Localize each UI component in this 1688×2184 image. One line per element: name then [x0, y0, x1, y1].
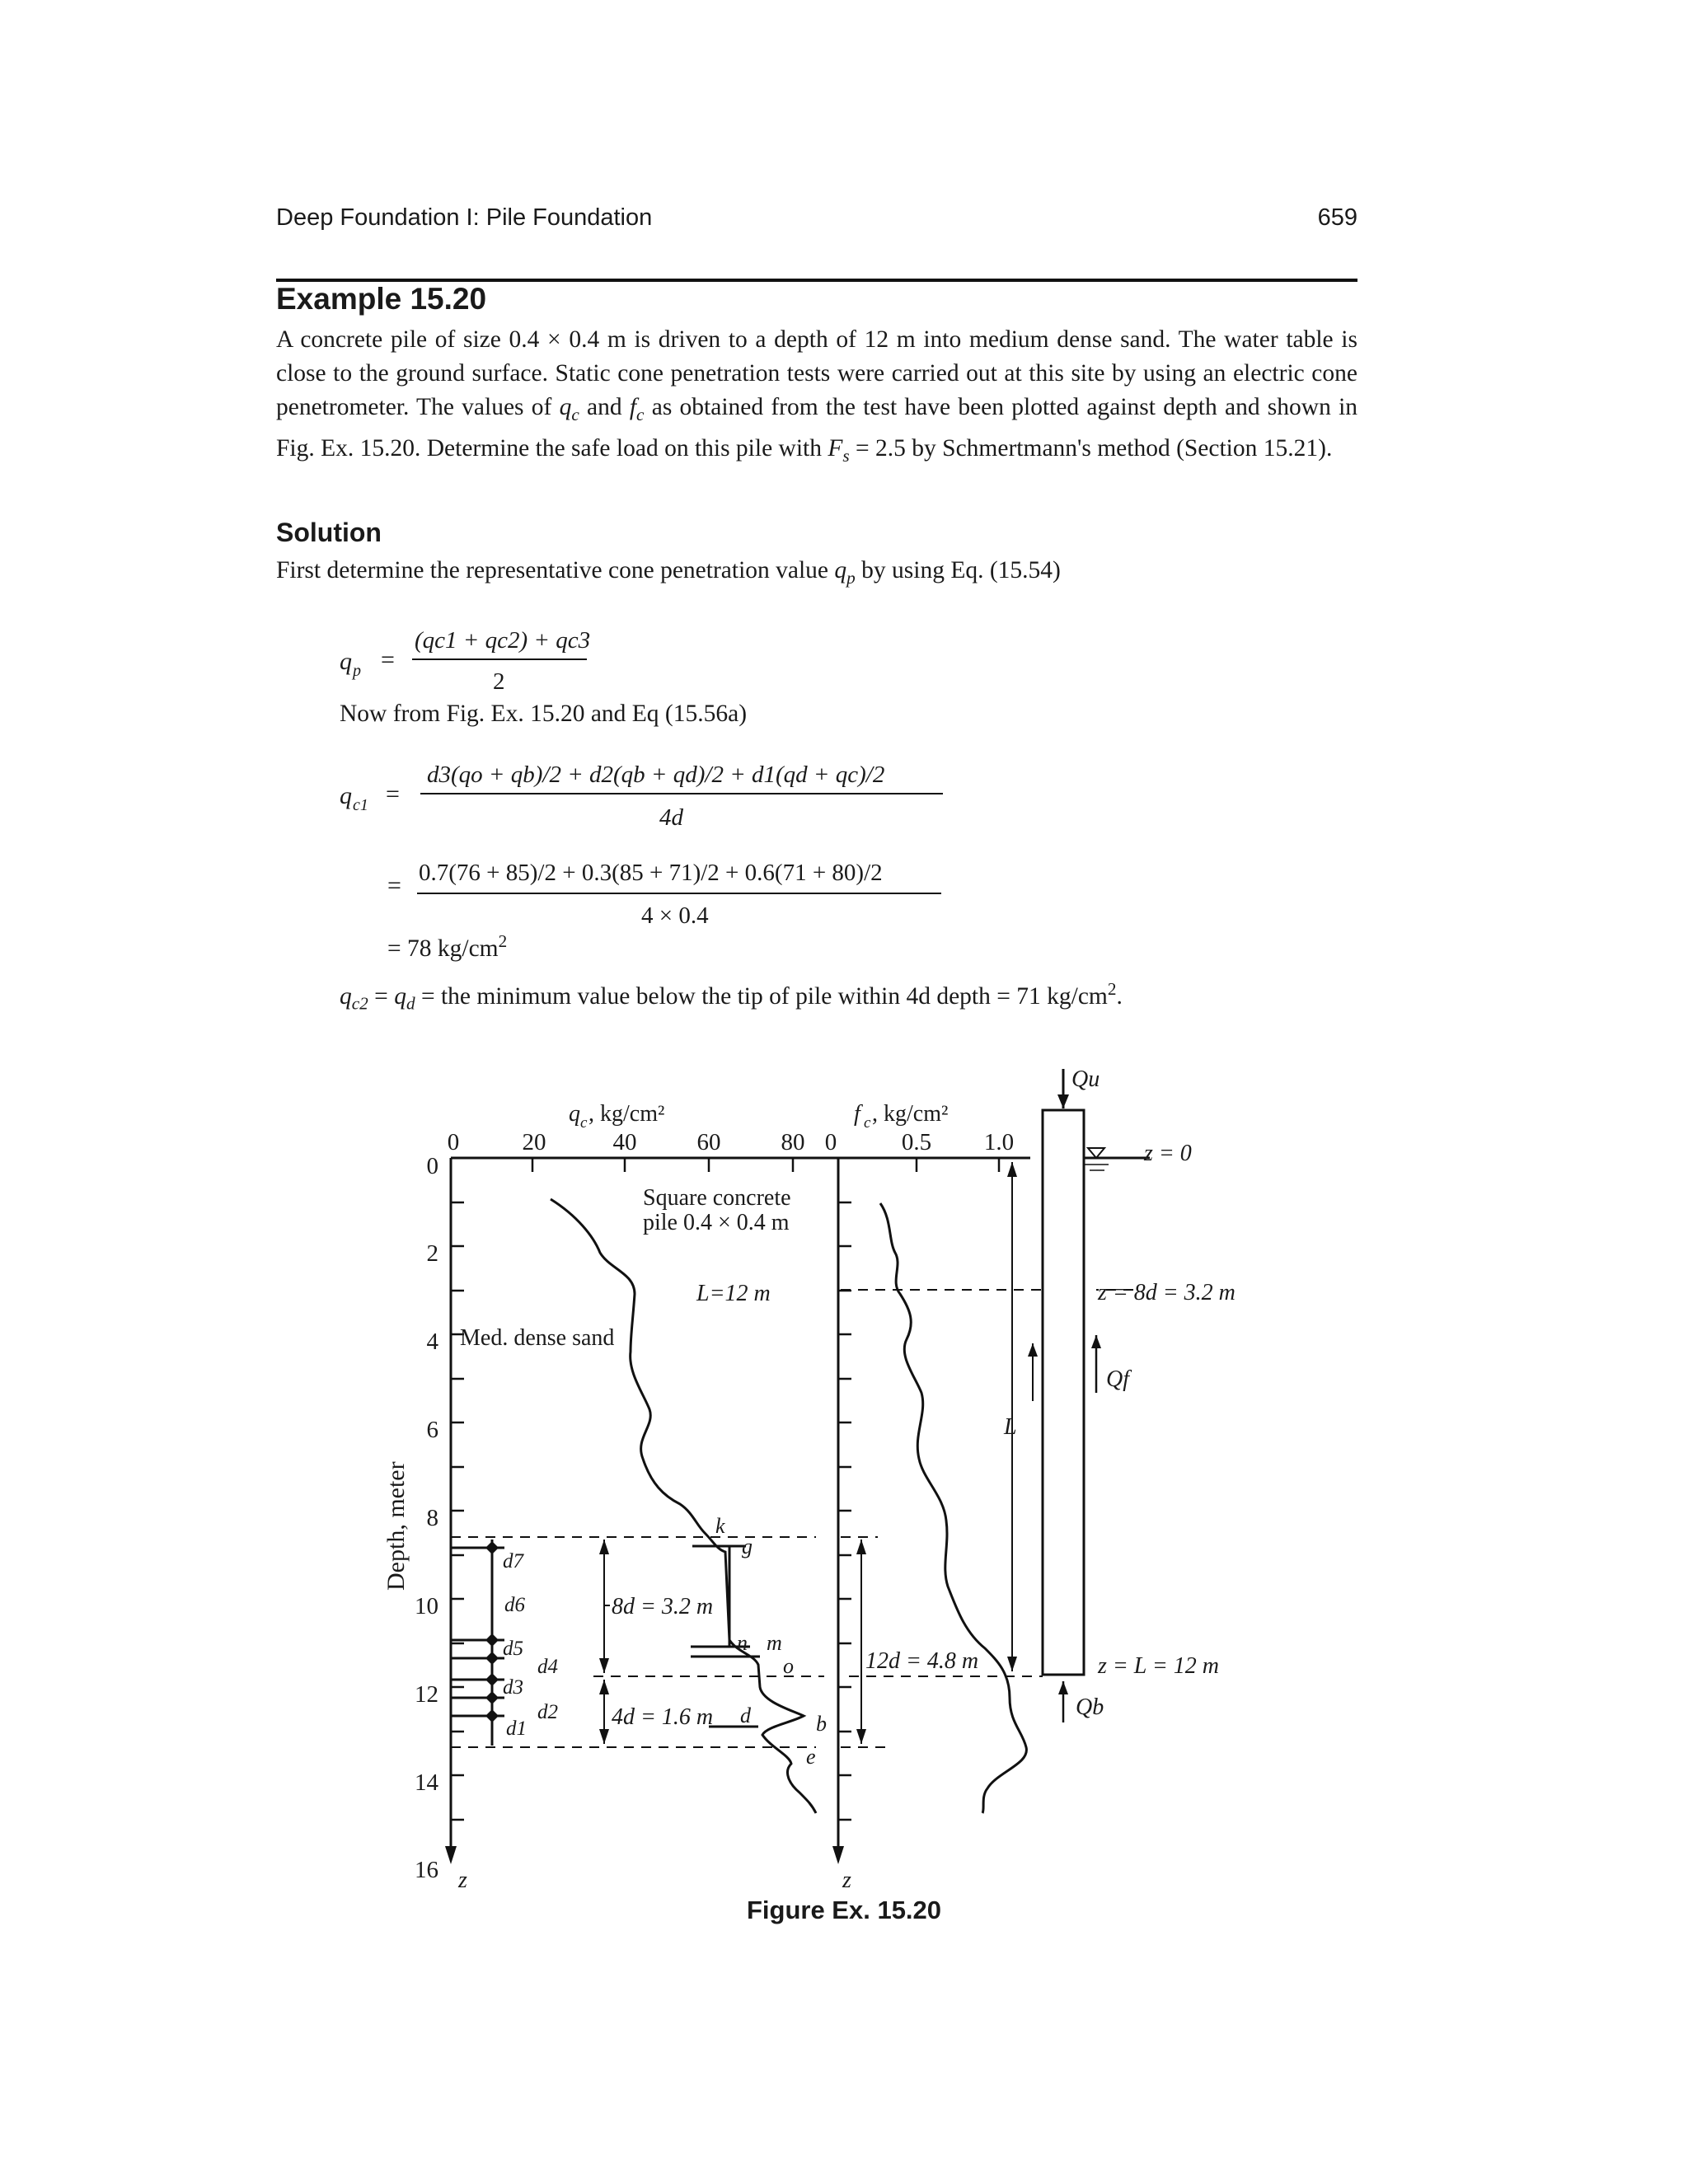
qc2-sub: c2 — [351, 993, 368, 1014]
label-d7: d7 — [503, 1550, 523, 1572]
label-d4: d4 — [537, 1656, 558, 1678]
eq3-denominator: 4 × 0.4 — [641, 902, 709, 929]
depth-tick-12: 12 — [415, 1681, 438, 1708]
label-L: L — [1004, 1414, 1017, 1440]
eq2-lhs: q — [340, 782, 352, 809]
fc-curve — [880, 1203, 1026, 1813]
depth-tick-2: 2 — [426, 1240, 438, 1267]
qc-tick-20: 20 — [522, 1129, 546, 1155]
figure-caption: Figure Ex. 15.20 — [746, 1896, 942, 1924]
qc2-eq: = — [368, 982, 395, 1010]
d-labels — [503, 1550, 558, 1740]
label-Qf: Qf — [1106, 1366, 1129, 1392]
depth-tick-0: 0 — [426, 1153, 438, 1179]
eq1-denominator: 2 — [493, 668, 505, 695]
depth-ticks — [451, 1158, 999, 1820]
problem-text-2: as obtained from the test have been plotted against depth and shown in Fig. Ex. 15.20. Determine the safe load on this pile with — [276, 394, 1358, 462]
qd-sub: d — [406, 993, 415, 1014]
qc-tick-labels — [448, 1129, 805, 1155]
label-d5: d5 — [503, 1638, 523, 1660]
pile — [1043, 1110, 1084, 1675]
svg-text:=: = — [387, 872, 401, 899]
fc-tick-05: 0.5 — [901, 1129, 932, 1155]
pt-o: o — [783, 1654, 794, 1678]
pt-g: g — [742, 1535, 753, 1558]
label-pile-desc-2: pile 0.4 × 0.4 m — [643, 1210, 790, 1235]
label-Qu: Qu — [1071, 1066, 1100, 1092]
pt-n: n — [737, 1631, 748, 1655]
fc-tick-10: 1.0 — [983, 1129, 1015, 1155]
depth-tick-14: 14 — [415, 1769, 438, 1796]
qc-sub: c — [571, 404, 579, 424]
label-d2: d2 — [537, 1701, 558, 1723]
qc2-text: = the minimum value below the tip of pile within 4d depth = 71 kg/cm — [415, 982, 1108, 1010]
intro-text-a: First determine the representative cone penetration value — [276, 557, 835, 583]
label-d3: d3 — [503, 1676, 523, 1699]
depth-tick-8: 8 — [426, 1505, 438, 1531]
solution-title: Solution — [276, 518, 382, 547]
depth-tick-labels — [415, 1153, 439, 1883]
eq2-denominator: 4d — [659, 804, 683, 831]
depth-tick-4: 4 — [426, 1329, 438, 1355]
now-from-text: Now from Fig. Ex. 15.20 and Eq (15.56a) — [340, 701, 748, 727]
fs-symbol: F — [828, 434, 843, 462]
eq1-numerator: (qc1 + qc2) + qc3 — [415, 627, 591, 654]
point-labels — [715, 1514, 827, 1769]
intro-text-b: by using Eq. (15.54) — [855, 557, 1061, 583]
qc2-symbol: q — [340, 982, 352, 1010]
eq2-lhs-sub: c1 — [353, 796, 368, 814]
qc-axis-unit: , kg/cm² — [588, 1101, 665, 1127]
pt-d: d — [740, 1704, 751, 1727]
label-zL: z = L = 12 m — [1098, 1653, 1219, 1679]
label-d6: d6 — [504, 1594, 525, 1616]
problem-text-1: A concrete pile of size 0.4 × 0.4 m is driven to a depth of 12 m into medium dense sand. The water table is close to the ground surface. Static cone penetration tests were carried out at this site by using an electric cone penetrometer. The values of — [276, 326, 1357, 420]
qc-tick-0: 0 — [447, 1129, 460, 1155]
qc2-sup: 2 — [1107, 979, 1117, 999]
qc-tick-80: 80 — [781, 1129, 805, 1155]
pt-k: k — [715, 1514, 725, 1538]
label-z0: z = 0 — [1144, 1141, 1192, 1166]
qc-tick-60: 60 — [696, 1129, 721, 1155]
and-text: and — [579, 394, 630, 420]
qc-axis-label: q — [569, 1101, 580, 1127]
fs-sub: s — [842, 445, 850, 466]
depth-axis-label: Depth, meter — [382, 1461, 410, 1591]
page-number: 659 — [1317, 204, 1357, 231]
chapter-title: Deep Foundation I: Pile Foundation — [276, 204, 653, 231]
svg-text:=: = — [381, 646, 395, 673]
qc-symbol: q — [559, 394, 572, 420]
label-soil: Med. dense sand — [460, 1325, 615, 1351]
fc-symbol: f — [629, 394, 637, 420]
pt-e: e — [806, 1745, 816, 1769]
eq1-lhs-sub: p — [353, 662, 361, 680]
fc-tick-labels — [825, 1129, 1014, 1155]
depth-z-left: z — [458, 1868, 467, 1893]
eq1-lhs: q — [340, 648, 352, 675]
problem-text-3: = 2.5 by Schmertmann's method (Section 15.21). — [849, 434, 1333, 462]
qp-sub: p — [846, 567, 856, 588]
result-sup: 2 — [498, 931, 508, 951]
label-Qb: Qb — [1076, 1694, 1104, 1720]
depth-tick-10: 10 — [415, 1593, 438, 1619]
fc-sub: c — [636, 404, 645, 424]
depth-tick-6: 6 — [426, 1417, 438, 1443]
pt-m: m — [767, 1631, 782, 1655]
qc-axis-label-sub: c — [580, 1114, 588, 1132]
qc2-end: . — [1116, 982, 1123, 1010]
fc-axis-label: f — [854, 1101, 860, 1127]
eq2-numerator: d3(qo + qb)/2 + d2(qb + qd)/2 + d1(qd + qc)/2 — [427, 762, 885, 788]
label-L12: L=12 m — [696, 1281, 771, 1306]
label-d1: d1 — [506, 1718, 527, 1740]
result-text: = 78 kg/cm — [387, 935, 499, 962]
qp-symbol: q — [834, 557, 847, 583]
label-8d: 8d = 3.2 m — [612, 1594, 714, 1619]
fc-tick-0: 0 — [824, 1129, 837, 1155]
depth-tick-16: 16 — [415, 1857, 438, 1883]
svg-text:=: = — [386, 780, 400, 808]
qd-symbol: q — [394, 982, 406, 1010]
label-pile-desc-1: Square concrete — [643, 1185, 791, 1211]
label-z8d: z = 8d = 3.2 m — [1098, 1280, 1236, 1305]
example-title: Example 15.20 — [276, 282, 487, 316]
dashed-lines — [451, 1290, 1133, 1747]
label-4d: 4d = 1.6 m — [612, 1704, 714, 1730]
pt-b: b — [816, 1712, 827, 1736]
label-12d: 12d = 4.8 m — [865, 1648, 979, 1674]
eq3-numerator: 0.7(76 + 85)/2 + 0.3(85 + 71)/2 + 0.6(71 + 80)/2 — [419, 860, 883, 886]
fc-axis-unit: , kg/cm² — [872, 1101, 949, 1127]
fc-axis-label-sub: c — [864, 1114, 871, 1132]
qc-tick-40: 40 — [612, 1129, 637, 1155]
depth-z-right: z — [842, 1868, 851, 1893]
